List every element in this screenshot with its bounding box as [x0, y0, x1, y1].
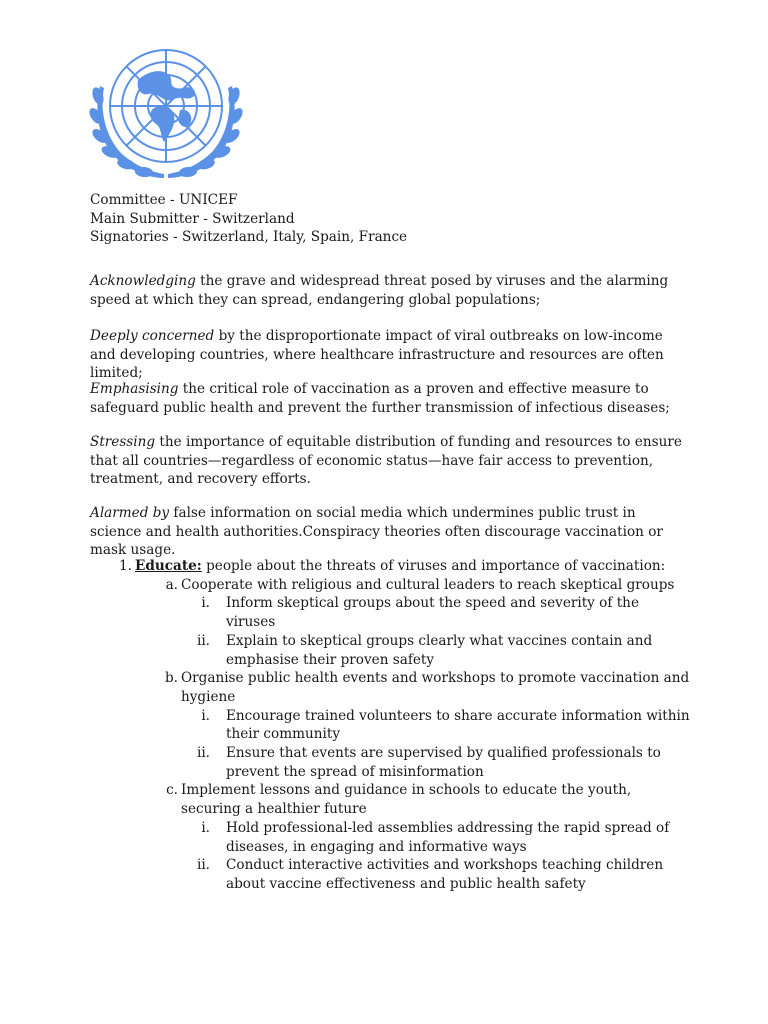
sub-sub-clause-a-ii — [90, 632, 690, 669]
clause-text: people about the threats of viruses and importance of vaccination: — [201, 558, 666, 574]
sub-sub-clause-b-ii — [90, 744, 690, 781]
preambulatory-text: the critical role of vaccination as a proven and effective measure to safeguard public health and prevent the further transmission of infectious diseases; — [90, 381, 670, 416]
preambulatory-clause-1 — [90, 272, 690, 309]
sub-clause-text: Cooperate with religious and cultural leaders to reach skeptical groups — [181, 576, 675, 593]
operative-clause-1 — [90, 557, 690, 576]
preambulatory-clause-5 — [90, 504, 690, 560]
main-submitter-line: Main Submitter - Switzerland — [90, 210, 295, 227]
sub-sub-clause-numeral: ii. — [196, 857, 210, 874]
preambulatory-clause-4 — [90, 433, 690, 489]
clause-number: 1. — [119, 558, 132, 574]
sub-sub-clause-c-ii — [90, 856, 690, 893]
preambulatory-phrase: Deeply concerned — [90, 328, 215, 344]
preambulatory-text: by the disproportionate impact of viral outbreaks on low-income and developing countries, where healthcare infrastructure and resources are often limited; — [90, 328, 664, 382]
sub-clause-a — [90, 576, 690, 595]
sub-sub-clause-text: Explain to skeptical groups clearly what vaccines contain and emphasise their proven safety — [226, 632, 653, 668]
sub-clause-letter: a. — [165, 576, 178, 593]
preambulatory-text: the grave and widespread threat posed by viruses and the alarming speed at which they can spread, endangering global populations; — [90, 273, 669, 308]
sub-sub-clause-text: Encourage trained volunteers to share accurate information within their community — [226, 707, 690, 743]
preambulatory-phrase: Alarmed by — [90, 505, 170, 521]
operative-clauses — [90, 557, 690, 894]
sub-sub-clause-text: Ensure that events are supervised by qualified professionals to prevent the spread of misinformation — [226, 745, 661, 780]
sub-sub-clause-text: Inform skeptical groups about the speed and severity of the viruses — [226, 595, 639, 631]
sub-sub-clause-numeral: ii. — [196, 632, 210, 649]
committee-line: Committee - UNICEF — [90, 192, 238, 208]
preambulatory-phrase: Stressing — [90, 434, 156, 450]
preambulatory-phrase: Emphasising — [90, 381, 179, 397]
sub-sub-clause-text: Hold professional-led assemblies addressing the rapid spread of diseases, in engaging and informative ways — [226, 819, 670, 855]
sub-clause-b — [90, 669, 690, 706]
sub-sub-clause-c-i — [90, 819, 690, 856]
preambulatory-phrase: Acknowledging — [90, 273, 196, 289]
sub-sub-clause-numeral: ii. — [196, 745, 210, 762]
un-emblem-icon — [76, 38, 256, 188]
sub-sub-clause-numeral: i. — [201, 819, 210, 836]
sub-sub-clause-numeral: i. — [201, 595, 210, 612]
sub-sub-clause-b-i — [90, 707, 690, 744]
preambulatory-text: the importance of equitable distribution of funding and resources to ensure that all countries—regardless of economic status—have fair access to prevention, treatment, and recovery efforts. — [90, 434, 682, 488]
preambulatory-clause-2 — [90, 327, 690, 383]
sub-sub-clause-numeral: i. — [201, 707, 210, 724]
signatories-line: Signatories - Switzerland, Italy, Spain, France — [90, 229, 408, 246]
sub-clause-letter: b. — [164, 670, 178, 687]
sub-clause-text: Implement lessons and guidance in schools to educate the youth, securing a healthier future — [181, 782, 632, 818]
preambulatory-clause-3 — [90, 380, 690, 417]
resolution-header — [90, 191, 690, 247]
preambulatory-text: false information on social media which undermines public trust in science and health authorities.Conspiracy theories often discourage vaccination or mask usage. — [90, 505, 663, 559]
sub-clause-text: Organise public health events and workshops to promote vaccination and hygiene — [181, 670, 690, 705]
sub-clause-letter: c. — [166, 782, 178, 799]
sub-sub-clause-a-i — [90, 594, 690, 631]
sub-sub-clause-text: Conduct interactive activities and workshops teaching children about vaccine effectiveness and public health safety — [226, 857, 664, 892]
sub-clause-c — [90, 781, 690, 818]
clause-keyword: Educate: — [135, 558, 202, 574]
